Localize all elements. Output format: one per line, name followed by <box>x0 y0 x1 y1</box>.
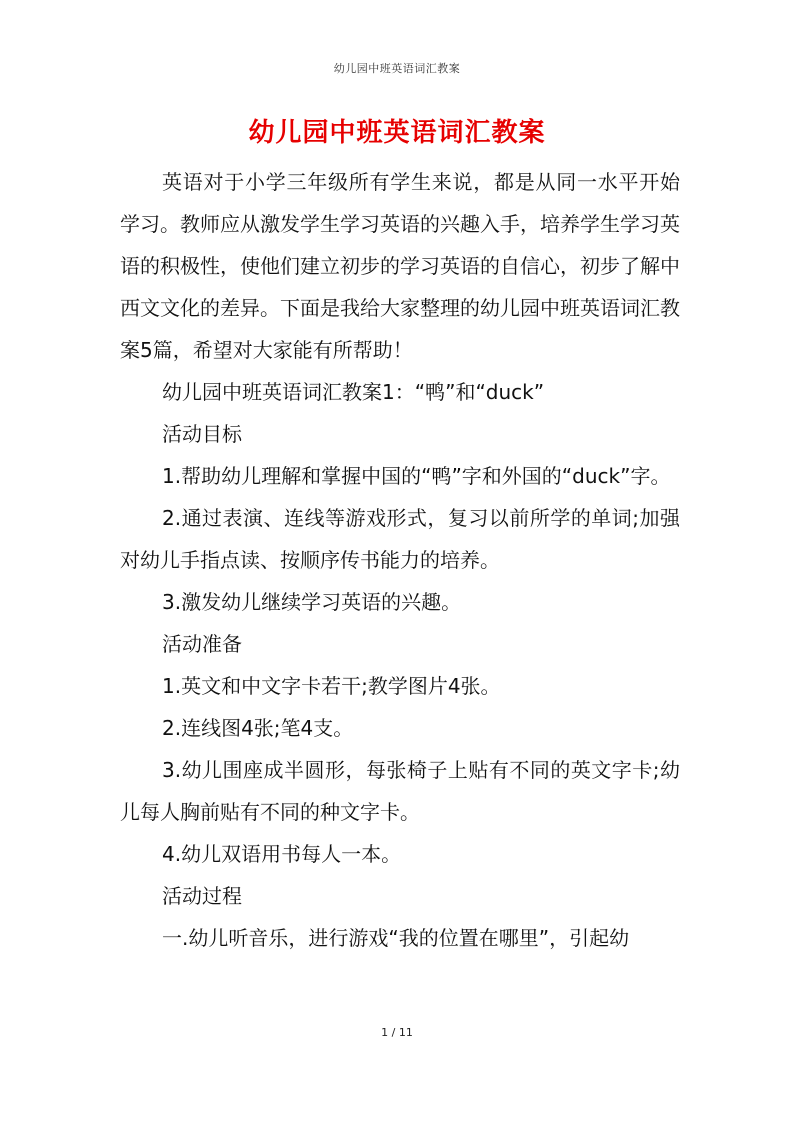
section-heading-goals: 活动目标 <box>162 422 242 446</box>
intro-paragraph: 英语对于小学三年级所有学生来说，都是从同一水平开始学习。教师应从激发学生学习英语的兴趣入手，培养学生学习英语的积极性，使他们建立初步的学习英语的自信心，初步了解中西文文化的差异。下面是我给大家整理的幼儿园中班英语词汇教案5篇，希望对大家能有所帮助！ <box>120 170 680 362</box>
section-heading-preparation: 活动准备 <box>162 632 242 656</box>
goal-item-3: 3.激发幼儿继续学习英语的兴趣。 <box>162 590 462 614</box>
document-body <box>120 161 680 959</box>
running-header: 幼儿园中班英语词汇教案 <box>333 62 461 75</box>
lesson-heading: 幼儿园中班英语词汇教案1：“鸭”和“duck” <box>162 380 545 404</box>
prep-item-3: 3.幼儿围座成半圆形，每张椅子上贴有不同的英文字卡;幼儿每人胸前贴有不同的种文字卡。 <box>120 758 680 824</box>
prep-item-1: 1.英文和中文字卡若干;教学图片4张。 <box>162 674 501 698</box>
goal-item-1: 1.帮助幼儿理解和掌握中国的“鸭”字和外国的“duck”字。 <box>162 464 671 488</box>
goal-item-2: 2.通过表演、连线等游戏形式，复习以前所学的单词;加强对幼儿手指点读、按顺序传书能力的培养。 <box>120 506 680 572</box>
process-item-1: 一.幼儿听音乐，进行游戏“我的位置在哪里”，引起幼 <box>162 926 630 950</box>
page-number: 1 / 11 <box>381 1026 413 1039</box>
prep-item-2: 2.连线图4张;笔4支。 <box>162 716 354 740</box>
section-heading-process: 活动过程 <box>162 884 242 908</box>
document-title: 幼儿园中班英语词汇教案 <box>248 118 546 148</box>
prep-item-4: 4.幼儿双语用书每人一本。 <box>162 842 402 866</box>
